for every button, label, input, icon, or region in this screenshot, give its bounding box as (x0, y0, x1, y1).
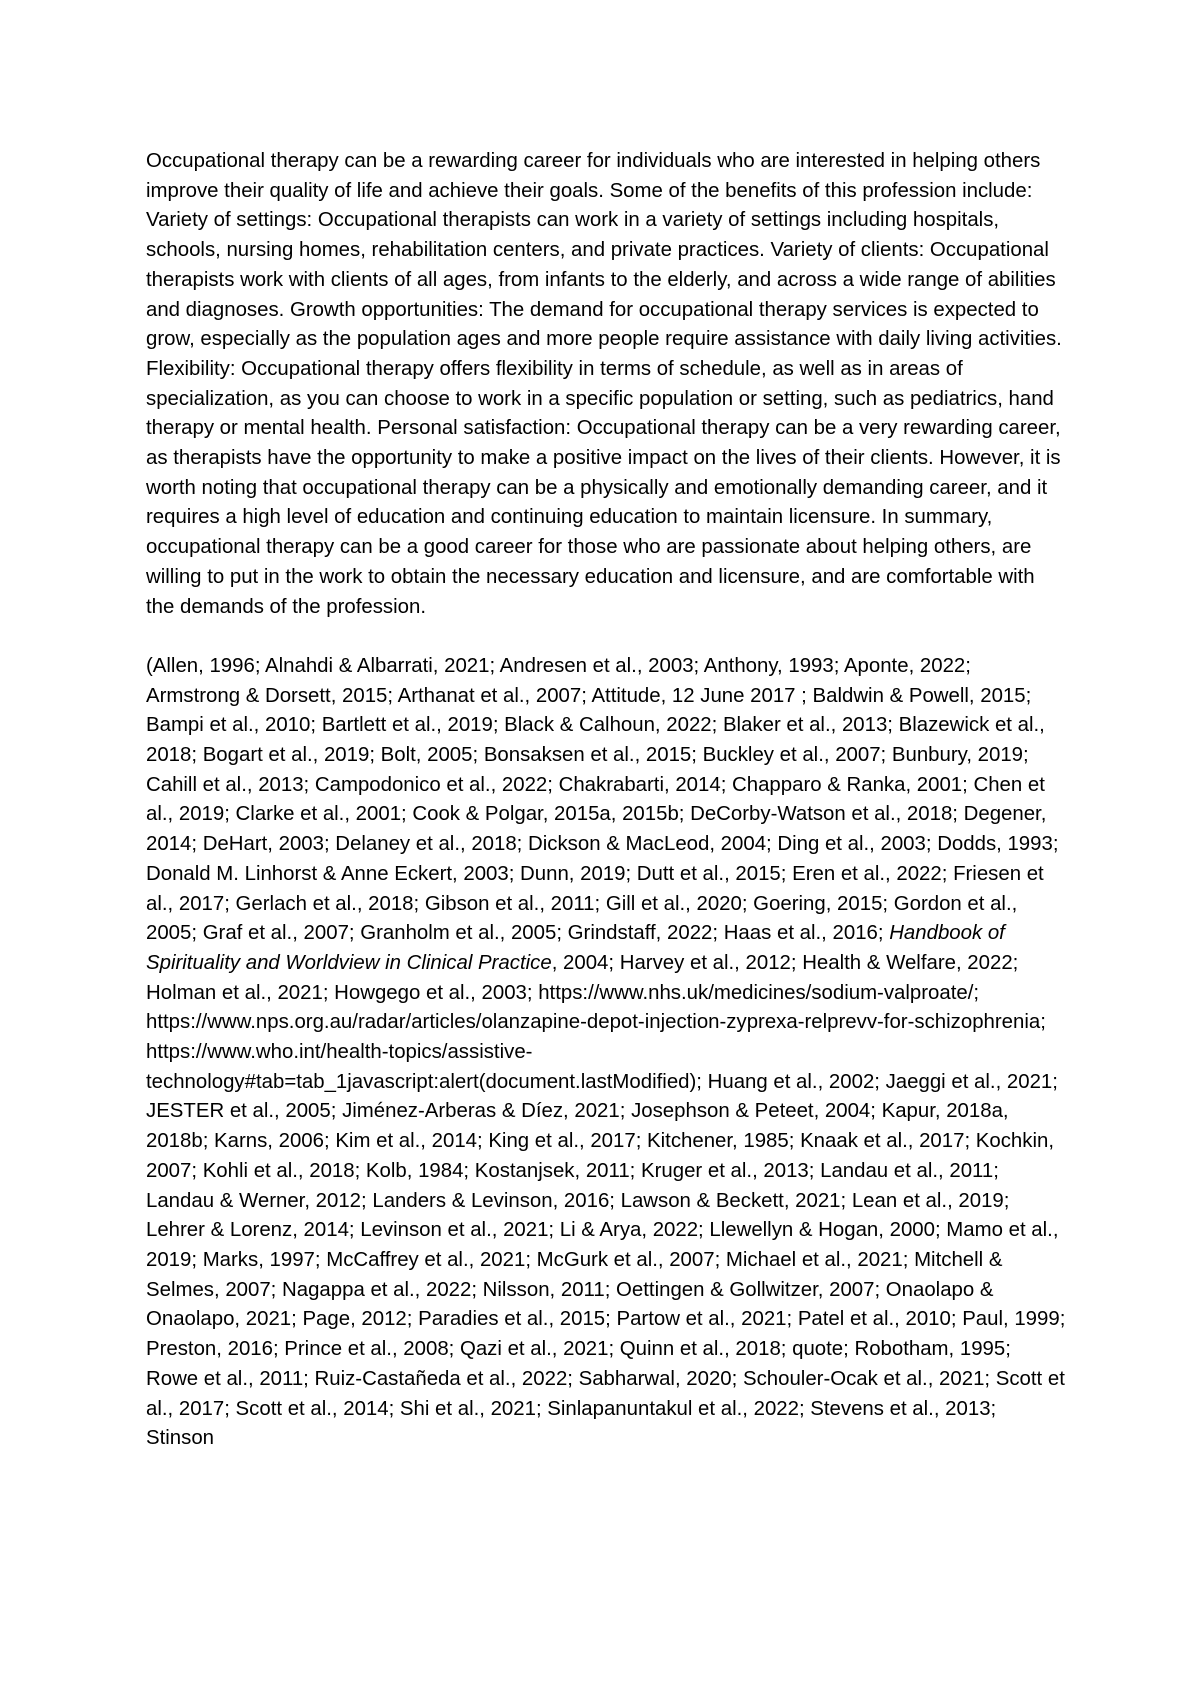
paragraph-spacer (146, 622, 1066, 652)
body-paragraph: Occupational therapy can be a rewarding career for individuals who are interested in helping others improve their quality of life and achieve their goals. Some of the benefits of this profession include: Variety of settings: Occupational therapists can work in a variety of settings including hospitals, schools, nursing homes, rehabilitation centers, and private practices. Variety of clients: Occupational therapists work with clients of all ages, from infants to the elderly, and across a wide range of abilities and diagnoses. Growth opportunities: The demand for occupational therapy services is expected to grow, especially as the population ages and more people require assistance with daily living activities. Flexibility: Occupational therapy offers flexibility in terms of schedule, as well as in areas of specialization, as you can choose to work in a specific population or setting, such as pediatrics, hand therapy or mental health. Personal satisfaction: Occupational therapy can be a very rewarding career, as therapists have the opportunity to make a positive impact on the lives of their clients. However, it is worth noting that occupational therapy can be a physically and emotionally demanding career, and it requires a high level of education and continuing education to maintain licensure. In summary, occupational therapy can be a good career for those who are passionate about helping others, are willing to put in the work to obtain the necessary education and licensure, and are comfortable with the demands of the profession. (146, 150, 1062, 618)
citation-paragraph (146, 652, 1066, 1454)
citation-text-part-2: , 2004; Harvey et al., 2012; Health & Welfare, 2022; Holman et al., 2021; Howgego et al., 2003; https://www.nhs.uk/medicines/sodium-valproate/; https://www.nps.org.au/radar/articles/olanzapine-depot-injection-zyprexa-relprevv-for-schizophrenia; https://www.who.int/health-topics/assistive-technology#tab=tab_1javascript:alert(document.lastModified); Huang et al., 2002; Jaeggi et al., 2021; JESTER et al., 2005; Jiménez-Arberas & Díez, 2021; Josephson & Peteet, 2004; Kapur, 2018a, 2018b; Karns, 2006; Kim et al., 2014; King et al., 2017; Kitchener, 1985; Knaak et al., 2017; Kochkin, 2007; Kohli et al., 2018; Kolb, 1984; Kostanjsek, 2011; Kruger et al., 2013; Landau et al., 2011; Landau & Werner, 2012; Landers & Levinson, 2016; Lawson & Beckett, 2021; Lean et al., 2019; Lehrer & Lorenz, 2014; Levinson et al., 2021; Li & Arya, 2022; Llewellyn & Hogan, 2000; Mamo et al., 2019; Marks, 1997; McCaffrey et al., 2021; McGurk et al., 2007; Michael et al., 2021; Mitchell & Selmes, 2007; Nagappa et al., 2022; Nilsson, 2011; Oettingen & Gollwitzer, 2007; Onaolapo & Onaolapo, 2021; Page, 2012; Paradies et al., 2015; Partow et al., 2021; Patel et al., 2010; Paul, 1999; Preston, 2016; Prince et al., 2008; Qazi et al., 2021; Quinn et al., 2018; quote; Robotham, 1995; Rowe et al., 2011; Ruiz-Castañeda et al., 2022; Sabharwal, 2020; Schouler-Ocak et al., 2021; Scott et al., 2017; Scott et al., 2014; Shi et al., 2021; Sinlapanuntakul et al., 2022; Stevens et al., 2013; Stinson (146, 951, 1066, 1450)
citation-text-part-1: (Allen, 1996; Alnahdi & Albarrati, 2021; Andresen et al., 2003; Anthony, 1993; Aponte, 2022; Armstrong & Dorsett, 2015; Arthanat et al., 2007; Attitude, 12 June 2017 ; Baldwin & Powell, 2015; Bampi et al., 2010; Bartlett et al., 2019; Black & Calhoun, 2022; Blaker et al., 2013; Blazewick et al., 2018; Bogart et al., 2019; Bolt, 2005; Bonsaksen et al., 2015; Buckley et al., 2007; Bunbury, 2019; Cahill et al., 2013; Campodonico et al., 2022; Chakrabarti, 2014; Chapparo & Ranka, 2001; Chen et al., 2019; Clarke et al., 2001; Cook & Polgar, 2015a, 2015b; DeCorby-Watson et al., 2018; Degener, 2014; DeHart, 2003; Delaney et al., 2018; Dickson & MacLeod, 2004; Ding et al., 2003; Dodds, 1993; Donald M. Linhorst & Anne Eckert, 2003; Dunn, 2019; Dutt et al., 2015; Eren et al., 2022; Friesen et al., 2017; Gerlach et al., 2018; Gibson et al., 2011; Gill et al., 2020; Goering, 2015; Gordon et al., 2005; Graf et al., 2007; Granholm et al., 2005; Grindstaff, 2022; Haas et al., 2016; (146, 654, 1059, 945)
document-content (146, 147, 1066, 1454)
citation-italic-title: Handbook of Spirituality and Worldview in Clinical Practice (146, 922, 1005, 974)
